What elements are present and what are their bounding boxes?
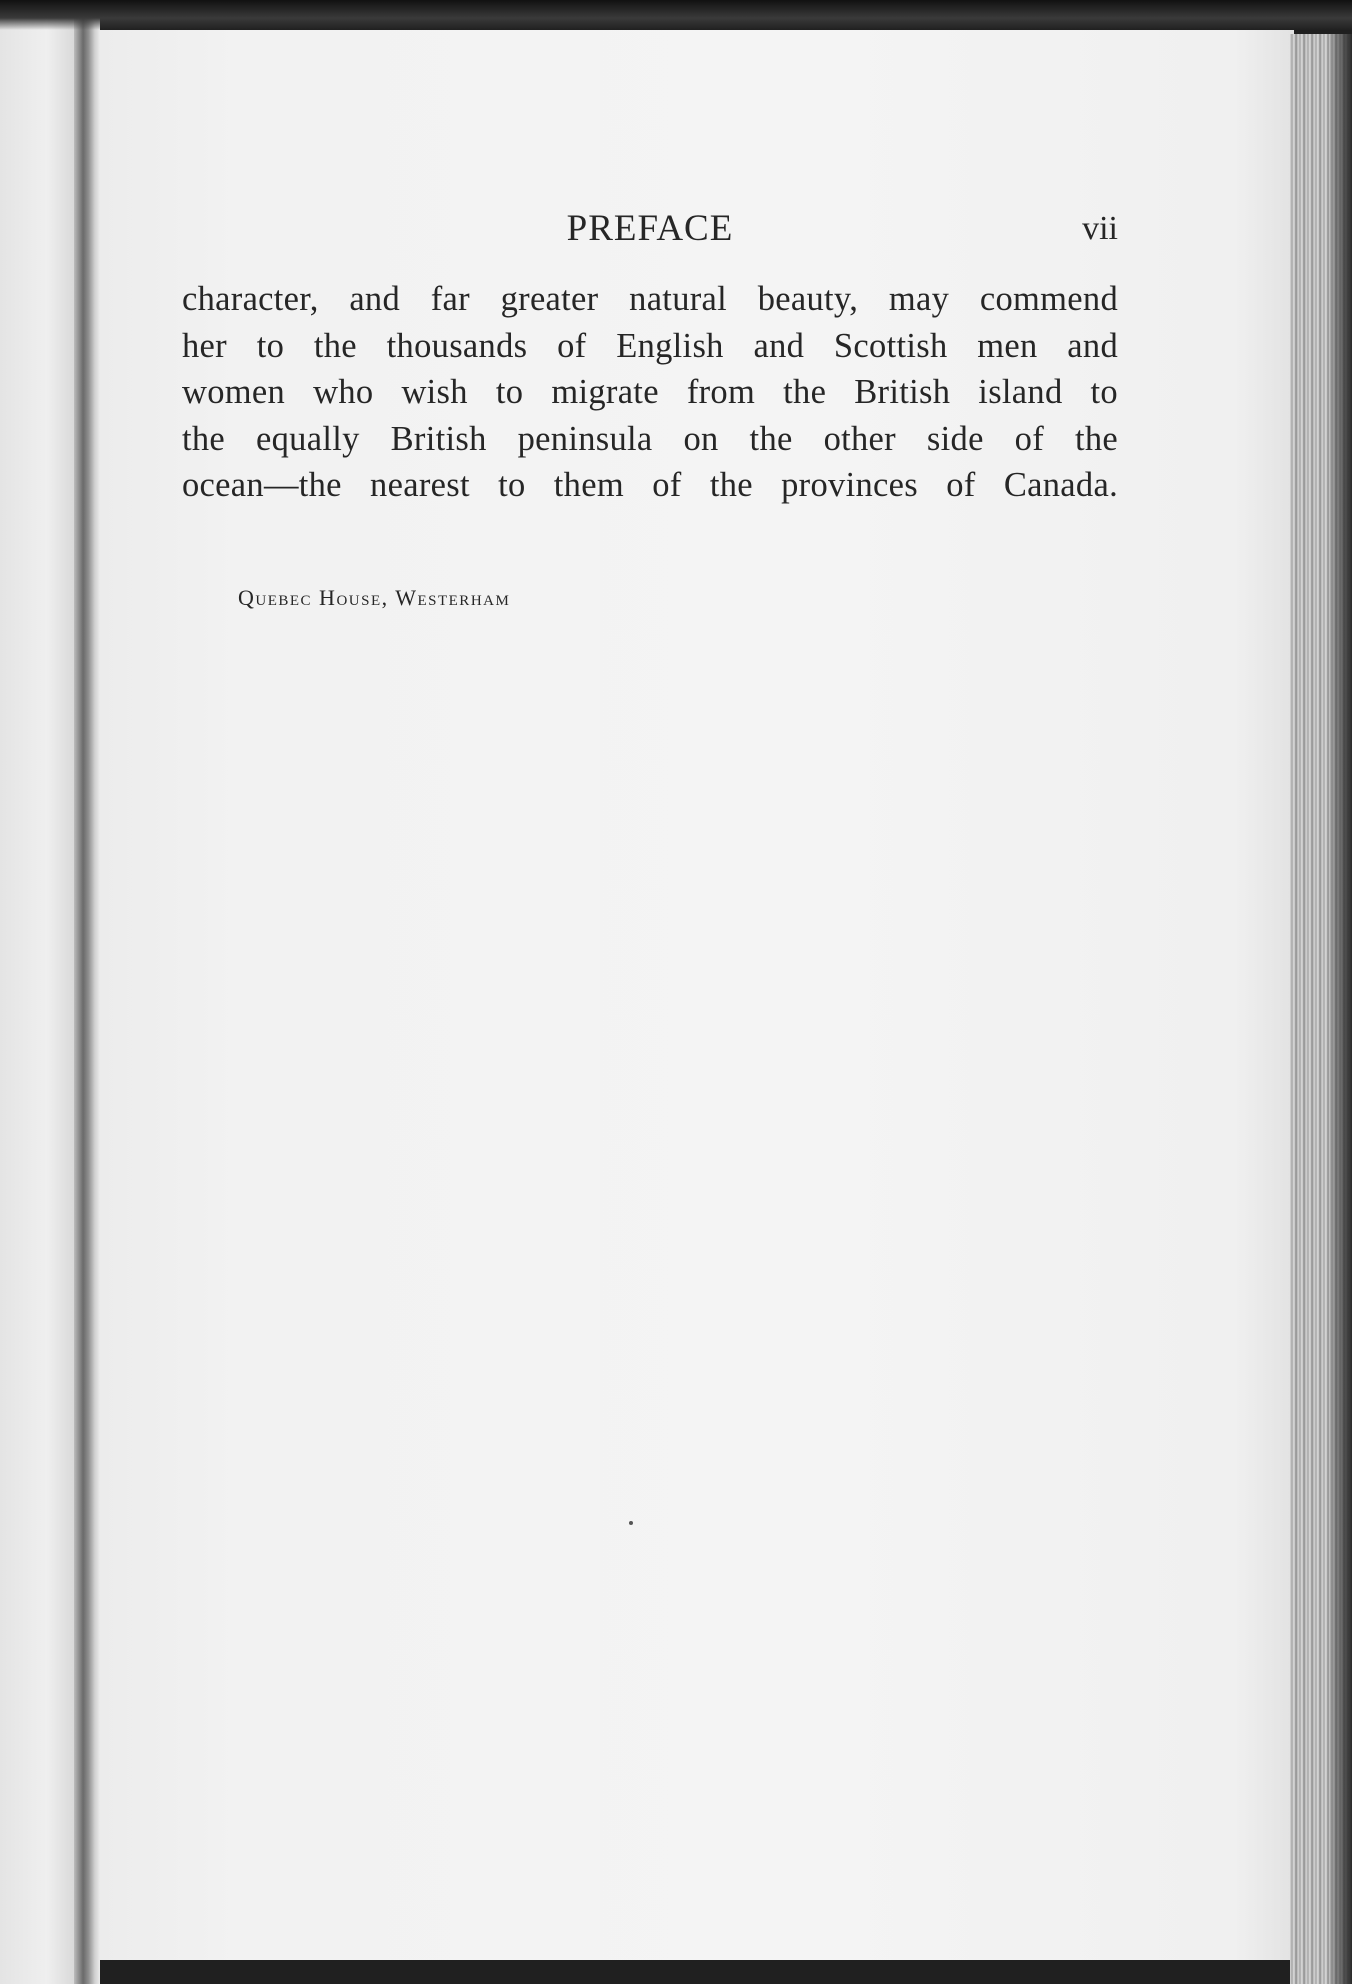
body-line: ocean—the nearest to them of the provinces of Canada.: [182, 466, 1118, 504]
body-line: her to the thousands of English and Scottish men and: [182, 326, 1118, 365]
running-title: PREFACE: [566, 208, 734, 249]
signature-place: Quebec House, Westerham: [238, 585, 511, 610]
body-line: the equally British peninsula on the other side of the: [182, 419, 1118, 458]
body-line: character, and far greater natural beauty, may commend: [182, 280, 1118, 318]
running-head: [182, 205, 1118, 253]
paper-speck: [629, 1521, 633, 1525]
body-line: women who wish to migrate from the British island to: [182, 373, 1118, 411]
page-number: vii: [1082, 210, 1118, 247]
body-paragraph: [182, 276, 1118, 509]
